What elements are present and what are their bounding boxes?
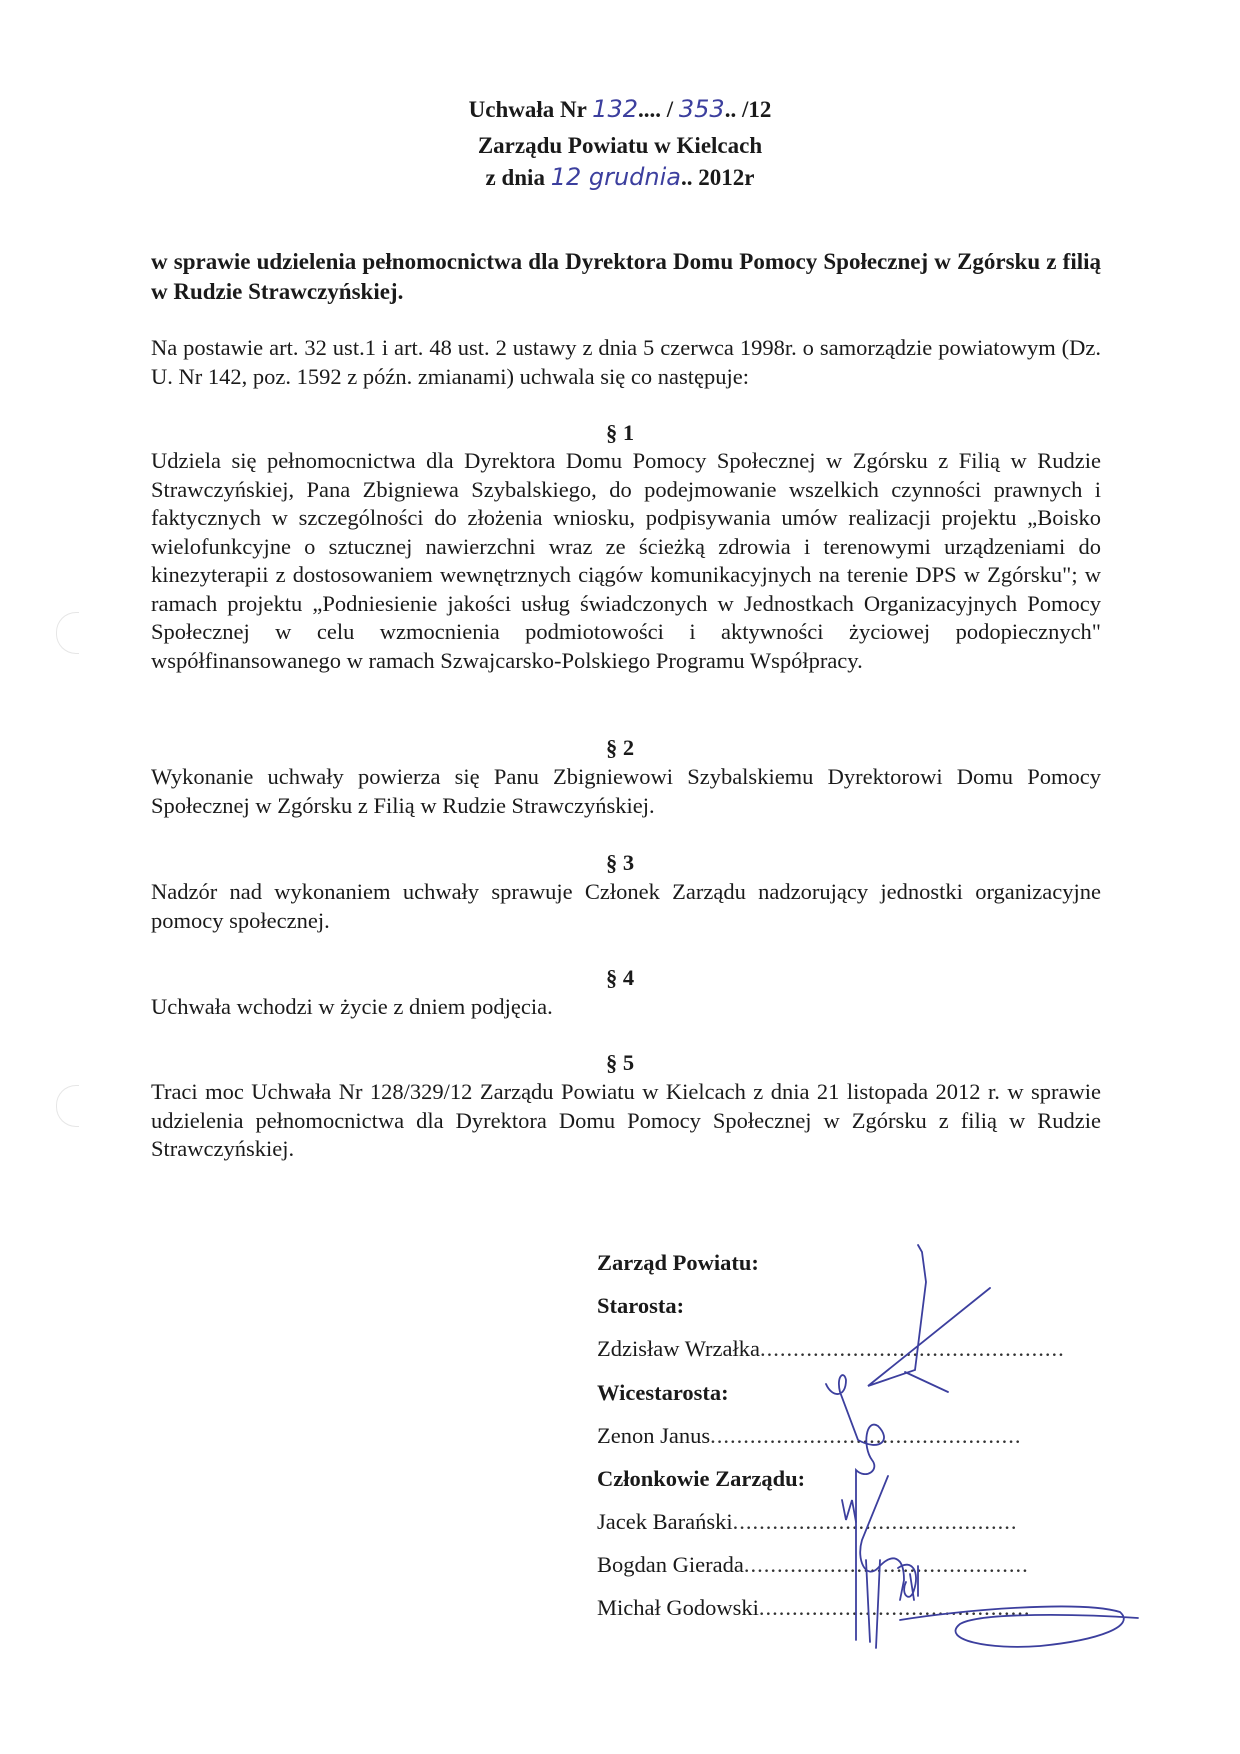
handwritten-date: 12 grudnia	[550, 163, 682, 191]
number-separator: .... /	[637, 97, 674, 122]
date-year: .. 2012r	[681, 165, 755, 190]
signature-leader: ...............................................	[710, 1423, 1022, 1448]
signature-leader: ...........................................	[732, 1509, 1018, 1534]
resolution-label: Uchwała Nr	[468, 97, 587, 122]
vice-heading: Wicestarosta:	[597, 1380, 729, 1405]
section-mark-1: § 1	[605, 420, 635, 445]
section-mark-4: § 4	[605, 965, 635, 990]
board-heading: Zarząd Powiatu:	[597, 1250, 759, 1275]
starosta-heading: Starosta:	[597, 1293, 685, 1318]
signature-leader: ..............................................	[759, 1336, 1065, 1361]
signatory-name: Jacek Barański	[597, 1509, 733, 1534]
signatory-name: Zdzisław Wrzałka	[597, 1336, 760, 1361]
resolution-subject: w sprawie udzielenia pełnomocnictwa dla Dyrektora Domu Pomocy Społecznej w Zgórsku z filią w Rudzie Strawczyńskiej.	[151, 249, 1101, 304]
issuing-body: Zarządu Powiatu w Kielcach	[477, 133, 763, 158]
signature-leader: .........................................	[758, 1595, 1031, 1620]
handwritten-number-2: 353	[678, 95, 725, 123]
section-mark-3: § 3	[605, 850, 635, 875]
section-text-3: Nadzór nad wykonaniem uchwały sprawuje Członek Zarządu nadzorujący jednostki organizacyjne pomocy społecznej.	[151, 879, 1101, 933]
signature-member-1	[842, 1476, 904, 1600]
signature-leader: ...........................................	[743, 1552, 1029, 1577]
signature-member-2	[866, 1560, 918, 1648]
signatory-name: Michał Godowski	[597, 1595, 759, 1620]
signatory-name: Zenon Janus	[597, 1423, 711, 1448]
resolution-year-suffix: .. /12	[724, 97, 772, 122]
legal-basis: Na postawie art. 32 ust.1 i art. 48 ust. 2 ustawy z dnia 5 czerwca 1998r. o samorządzie powiatowym (Dz. U. Nr 142, poz. 1592 z późn. zmianami) uchwala się co następuje:	[151, 335, 1101, 389]
section-text-2: Wykonanie uchwały powierza się Panu Zbigniewowi Szybalskiemu Dyrektorowi Domu Pomocy Społecznej w Zgórsku z Filią w Rudzie Strawczyńskiej.	[151, 764, 1101, 818]
signatory-name: Bogdan Gierada	[597, 1552, 744, 1577]
section-text-1: Udziela się pełnomocnictwa dla Dyrektora Domu Pomocy Społecznej w Zgórsku z Filią w Rudzie Strawczyńskiej, Pana Zbigniewa Szybalskiego, do podejmowanie wszelkich czynności prawnych i faktycznych w szczególności do złożenia wniosku, podpisywania umów realizacji projektu „Boisko wielofunkcyjne o sztucznej nawierzchni wraz ze ścieżką zdrowia i terenowymi urządzeniami do kinezyterapii z dostosowaniem wewnętrznych ciągów komunikacyjnych na terenie DPS w Zgórsku"; w ramach projektu „Podniesienie jakości usług świadczonych w Jednostkach Organizacyjnych Pomocy Społecznej w celu wzmocnienia podmiotowości i aktywności życiowej podopiecznych" współfinansowanego w ramach Szwajcarsko-Polskiego Programu Współpracy.	[151, 448, 1101, 673]
section-mark-5: § 5	[605, 1050, 635, 1075]
date-label: z dnia	[485, 165, 545, 190]
handwritten-number-1: 132	[592, 95, 638, 123]
members-heading: Członkowie Zarządu:	[597, 1466, 806, 1491]
section-text-5: Traci moc Uchwała Nr 128/329/12 Zarządu Powiatu w Kielcach z dnia 21 listopada 2012 r. w sprawie udzielenia pełnomocnictwa dla Dyrektora Domu Pomocy Społecznej w Zgórsku z filią w Rudzie Strawczyńskiej.	[151, 1079, 1101, 1161]
section-mark-2: § 2	[605, 735, 635, 760]
signature-member-3	[900, 1607, 1138, 1647]
section-text-4: Uchwała wchodzi w życie z dniem podjęcia.	[151, 994, 553, 1019]
signature-starosta	[868, 1245, 990, 1392]
